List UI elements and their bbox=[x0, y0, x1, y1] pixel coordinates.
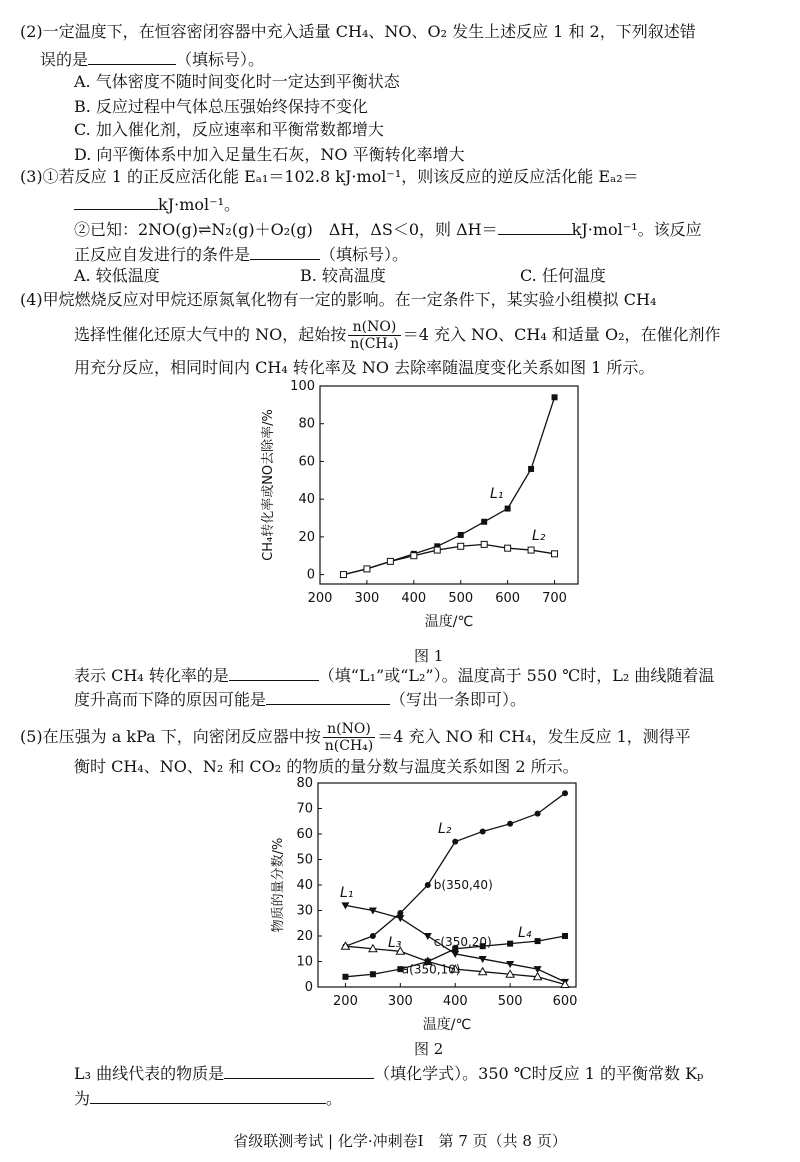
y-tick-label: 20 bbox=[298, 529, 315, 545]
data-point bbox=[458, 543, 464, 549]
figure1-chart bbox=[250, 378, 610, 660]
data-point bbox=[528, 466, 534, 472]
x-tick-label: 300 bbox=[387, 994, 413, 1009]
annotation-label: c(350,20) bbox=[433, 935, 492, 949]
x-tick-label: 600 bbox=[495, 591, 521, 606]
y-tick-label: 40 bbox=[298, 492, 315, 508]
q5-line1-text-b: ＝4 充入 NO 和 CH₄，发生反应 1，测得平 bbox=[377, 727, 691, 746]
data-point bbox=[562, 790, 568, 796]
q5-kp-blank[interactable] bbox=[90, 1087, 326, 1104]
q4-ratio-fraction bbox=[348, 319, 400, 352]
data-point bbox=[340, 572, 346, 578]
q5-answer2 bbox=[74, 1087, 342, 1109]
q5-line1-text-a: (5)在压强为 a kPa 下，向密闭反应器中按 bbox=[20, 727, 321, 746]
x-tick-label: 300 bbox=[354, 591, 380, 606]
q2-option-b: B. 反应过程中气体总压强始终保持不变化 bbox=[74, 97, 368, 116]
x-tick-label: 400 bbox=[401, 591, 427, 606]
x-tick-label: 500 bbox=[448, 591, 474, 606]
data-point bbox=[370, 971, 376, 977]
q4-reason-blank[interactable] bbox=[266, 688, 390, 705]
y-tick-label: 70 bbox=[296, 801, 313, 817]
y-tick-label: 60 bbox=[298, 454, 315, 470]
q3-line3 bbox=[74, 218, 702, 240]
q3-line3-text-a: ②已知：2NO(g)⇌N₂(g)＋O₂(g) ΔH，ΔS＜0，则 ΔH＝ bbox=[74, 220, 498, 239]
x-tick-label: 200 bbox=[333, 994, 358, 1009]
series-line bbox=[343, 544, 554, 574]
data-point bbox=[535, 811, 541, 817]
q3-line3-text-b: kJ·mol⁻¹。该反应 bbox=[571, 220, 702, 239]
q2-option-c: C. 加入催化剂，反应速率和平衡常数都增大 bbox=[74, 120, 384, 139]
annotation-label: b(350,40) bbox=[433, 878, 493, 892]
data-point bbox=[411, 553, 417, 559]
series-label: L₃ bbox=[388, 935, 402, 951]
data-point bbox=[481, 541, 487, 547]
annotation-label: a(350,10) bbox=[401, 962, 461, 977]
q3-line1: (3)①若反应 1 的正反应活化能 Eₐ₁＝102.8 kJ·mol⁻¹，则该反应的逆反应活化能 Eₐ₂＝ bbox=[20, 167, 639, 186]
q2-line2 bbox=[40, 48, 264, 70]
data-point bbox=[552, 551, 558, 557]
q4-frac-denominator: n(CH₄) bbox=[350, 336, 399, 352]
data-point bbox=[480, 828, 486, 834]
series-label: L₄ bbox=[518, 925, 532, 941]
plot-frame bbox=[320, 386, 578, 584]
data-point bbox=[364, 566, 370, 572]
y-tick-label: 80 bbox=[296, 776, 313, 791]
data-point bbox=[481, 519, 487, 525]
q2-line2-text-a: 误的是 bbox=[40, 50, 89, 69]
q3-line2-text: kJ·mol⁻¹。 bbox=[158, 195, 240, 214]
y-tick-label: 80 bbox=[298, 416, 315, 432]
data-point bbox=[397, 910, 403, 916]
q4-ans2-text-b: （写出一条即可）。 bbox=[390, 690, 527, 709]
q4-ans2-text-a: 度升高而下降的原因可能是 bbox=[74, 690, 267, 709]
data-point bbox=[342, 974, 348, 980]
y-tick-label: 30 bbox=[296, 903, 313, 919]
data-point bbox=[552, 394, 558, 400]
x-tick-label: 200 bbox=[307, 591, 333, 606]
data-point bbox=[370, 933, 376, 939]
y-axis-title: 物质的量分数/% bbox=[271, 837, 286, 933]
y-tick-label: 40 bbox=[296, 878, 313, 893]
figure1-caption: 图 1 bbox=[414, 647, 444, 665]
data-point bbox=[507, 821, 513, 827]
data-point bbox=[424, 933, 432, 940]
data-point bbox=[528, 547, 534, 553]
q5-ans2-text-b: 。 bbox=[326, 1089, 343, 1108]
q4-line2 bbox=[74, 318, 721, 352]
q5-frac-numerator: n(NO) bbox=[323, 721, 375, 738]
y-tick-label: 20 bbox=[296, 929, 313, 944]
series-line bbox=[345, 793, 565, 946]
data-point bbox=[562, 933, 568, 939]
q5-ans2-text-a: 为 bbox=[74, 1089, 91, 1108]
q5-ans1-text-a: L₃ 曲线代表的物质是 bbox=[74, 1064, 225, 1083]
q4-line1: (4)甲烷燃烧反应对甲烷还原氮氧化物有一定的影响。在一定条件下，某实验小组模拟 CH₄ bbox=[20, 290, 657, 309]
q4-ans1-text-b: （填“L₁”或“L₂”）。温度高于 550 ℃时，L₂ 曲线随着温 bbox=[318, 666, 715, 685]
q4-answer2 bbox=[74, 688, 526, 710]
q3-line2 bbox=[74, 193, 240, 215]
data-point bbox=[505, 506, 511, 512]
q3-option-b: B. 较高温度 bbox=[300, 266, 386, 285]
q2-option-a: A. 气体密度不随时间变化时一定达到平衡状态 bbox=[74, 72, 400, 91]
q4-line2-text-a: 选择性催化还原大气中的 NO，起始按 bbox=[74, 325, 347, 344]
q3-line4-text-b: （填标号）。 bbox=[320, 245, 409, 264]
series-label: L₁ bbox=[340, 885, 354, 901]
q5-answer1 bbox=[74, 1062, 703, 1084]
q4-ratio-blank[interactable] bbox=[229, 664, 319, 681]
y-tick-label: 50 bbox=[296, 852, 313, 868]
q3-ea2-blank[interactable] bbox=[74, 193, 158, 210]
x-tick-label: 600 bbox=[552, 994, 578, 1009]
q2-line2-text-b: （填标号）。 bbox=[176, 50, 265, 69]
figure2-caption: 图 2 bbox=[414, 1040, 444, 1058]
q3-option-c: C. 任何温度 bbox=[520, 266, 606, 285]
q4-answer1 bbox=[74, 664, 714, 686]
q4-frac-numerator: n(NO) bbox=[348, 319, 400, 336]
data-point bbox=[505, 545, 511, 551]
q2-option-d: D. 向平衡体系中加入足量生石灰，NO 平衡转化率增大 bbox=[74, 145, 465, 164]
q5-ratio-fraction bbox=[323, 721, 375, 754]
q3-condition-blank[interactable] bbox=[250, 243, 320, 260]
q5-frac-denominator: n(CH₄) bbox=[324, 738, 374, 754]
q5-ans1-text-b: （填化学式）。350 ℃时反应 1 的平衡常数 Kₚ bbox=[374, 1064, 704, 1083]
x-tick-label: 400 bbox=[442, 994, 468, 1009]
q3-line4 bbox=[74, 243, 408, 265]
data-point bbox=[458, 532, 464, 538]
q4-line2-text-b: ＝4 充入 NO、CH₄ 和适量 O₂，在催化剂作 bbox=[402, 325, 721, 344]
page-footer: 省级联测考试 | 化学·冲刺卷Ⅰ 第 7 页（共 8 页） bbox=[233, 1132, 567, 1150]
data-point bbox=[452, 839, 458, 845]
y-tick-label: 0 bbox=[306, 567, 315, 583]
figure2-chart bbox=[266, 775, 586, 1043]
q5-formula-blank[interactable] bbox=[224, 1062, 374, 1079]
q4-ans1-text-a: 表示 CH₄ 转化率的是 bbox=[74, 666, 229, 685]
series-label: L₂ bbox=[438, 821, 452, 837]
q3-line4-text-a: 正反应自发进行的条件是 bbox=[74, 245, 251, 264]
y-tick-label: 0 bbox=[304, 980, 313, 995]
data-point bbox=[425, 882, 431, 888]
series-label: L₁ bbox=[490, 486, 504, 502]
x-tick-label: 500 bbox=[497, 994, 523, 1009]
data-point bbox=[507, 941, 513, 947]
q4-line3: 用充分反应，相同时间内 CH₄ 转化率及 NO 去除率随温度变化关系如图 1 所示。 bbox=[74, 358, 655, 377]
data-point bbox=[535, 938, 541, 944]
q2-answer-blank[interactable] bbox=[88, 48, 176, 65]
q5-line1 bbox=[20, 720, 691, 754]
y-tick-label: 100 bbox=[290, 379, 315, 394]
q2-line1: (2)一定温度下，在恒容密闭容器中充入适量 CH₄、NO、O₂ 发生上述反应 1 和 2，下列叙述错 bbox=[20, 22, 696, 41]
x-axis-title: 温度/℃ bbox=[422, 1017, 472, 1033]
data-point bbox=[387, 558, 393, 564]
x-tick-label: 700 bbox=[542, 591, 567, 606]
q3-dh-blank[interactable] bbox=[498, 218, 572, 235]
q3-option-a: A. 较低温度 bbox=[74, 266, 160, 285]
y-tick-label: 10 bbox=[296, 954, 313, 970]
x-axis-title: 温度/℃ bbox=[424, 614, 474, 630]
y-tick-label: 60 bbox=[296, 827, 313, 842]
data-point bbox=[434, 547, 440, 553]
series-label: L₂ bbox=[532, 528, 546, 544]
q5-line2: 衡时 CH₄、NO、N₂ 和 CO₂ 的物质的量分数与温度关系如图 2 所示。 bbox=[74, 757, 579, 776]
y-axis-title: CH₄转化率或NO去除率/% bbox=[261, 409, 276, 561]
